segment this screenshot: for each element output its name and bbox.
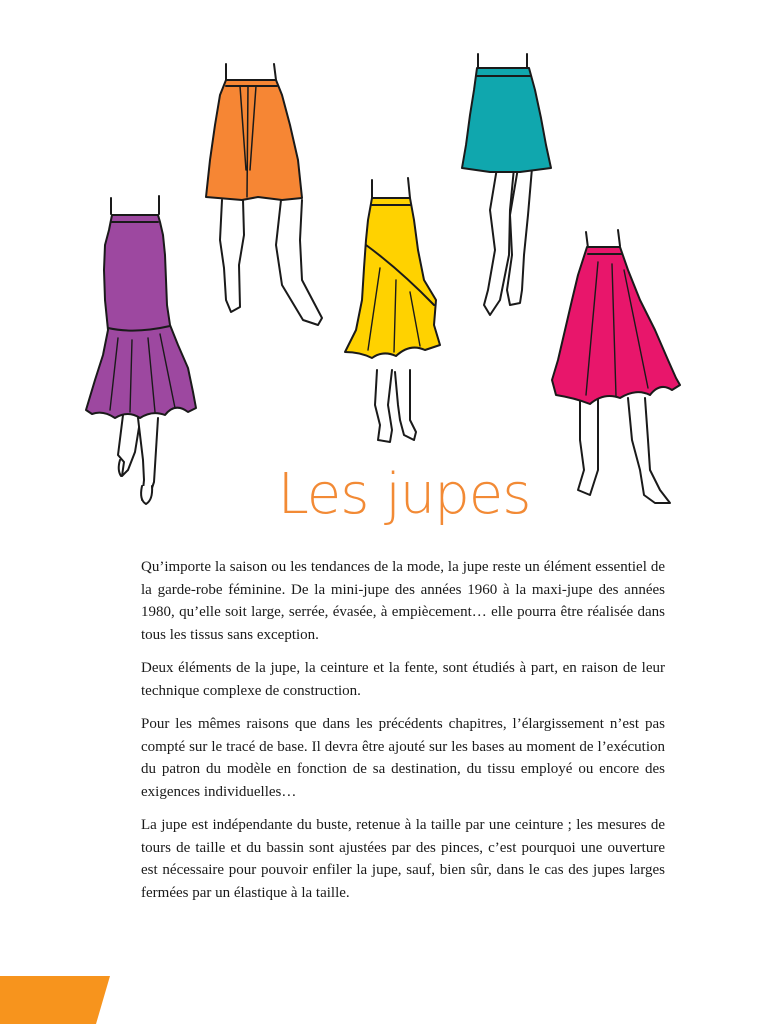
paragraph: Deux éléments de la jupe, la ceinture et la fente, sont étudiés à part, en raison de leur technique complexe de construction. (141, 660, 665, 699)
body-text (141, 556, 665, 915)
paragraph: Pour les mêmes raisons que dans les précédents chapitres, l’élargissement n’est pas compté sur le tracé de base. Il devra être ajouté sur les bases au moment de l’exécution du patron du modèle en fonction de sa destination, du tissu employé ou encore des exigences individuelles… (141, 716, 665, 800)
mermaid-skirt-icon (86, 196, 196, 504)
a-line-skirt-icon (462, 54, 551, 315)
paragraph: Qu’importe la saison ou les tendances de la mode, la jupe reste un élément essentiel de la garde-robe féminine. De la mini-jupe des années 1960 à la maxi-jupe des années 1980, qu’elle soit large, serrée, évasée, à empiècement… elle pourra être réalisée dans tous les tissus sans exception. (141, 559, 665, 643)
page-title: Les jupes (277, 462, 531, 527)
corner-tab-decoration (0, 976, 110, 1024)
paragraph: La jupe est indépendante du buste, retenue à la taille par une ceinture ; les mesures de tours de taille et du bassin sont ajustées par des pinces, c’est pourquoi une ouverture est nécessaire pour pouvoir enfiler la jupe, sauf, bien sûr, dans le cas des jupes larges fermées par un élastique à la taille. (141, 817, 665, 901)
pleated-skirt-icon (206, 64, 322, 325)
asymmetric-godet-skirt-icon (345, 178, 440, 442)
